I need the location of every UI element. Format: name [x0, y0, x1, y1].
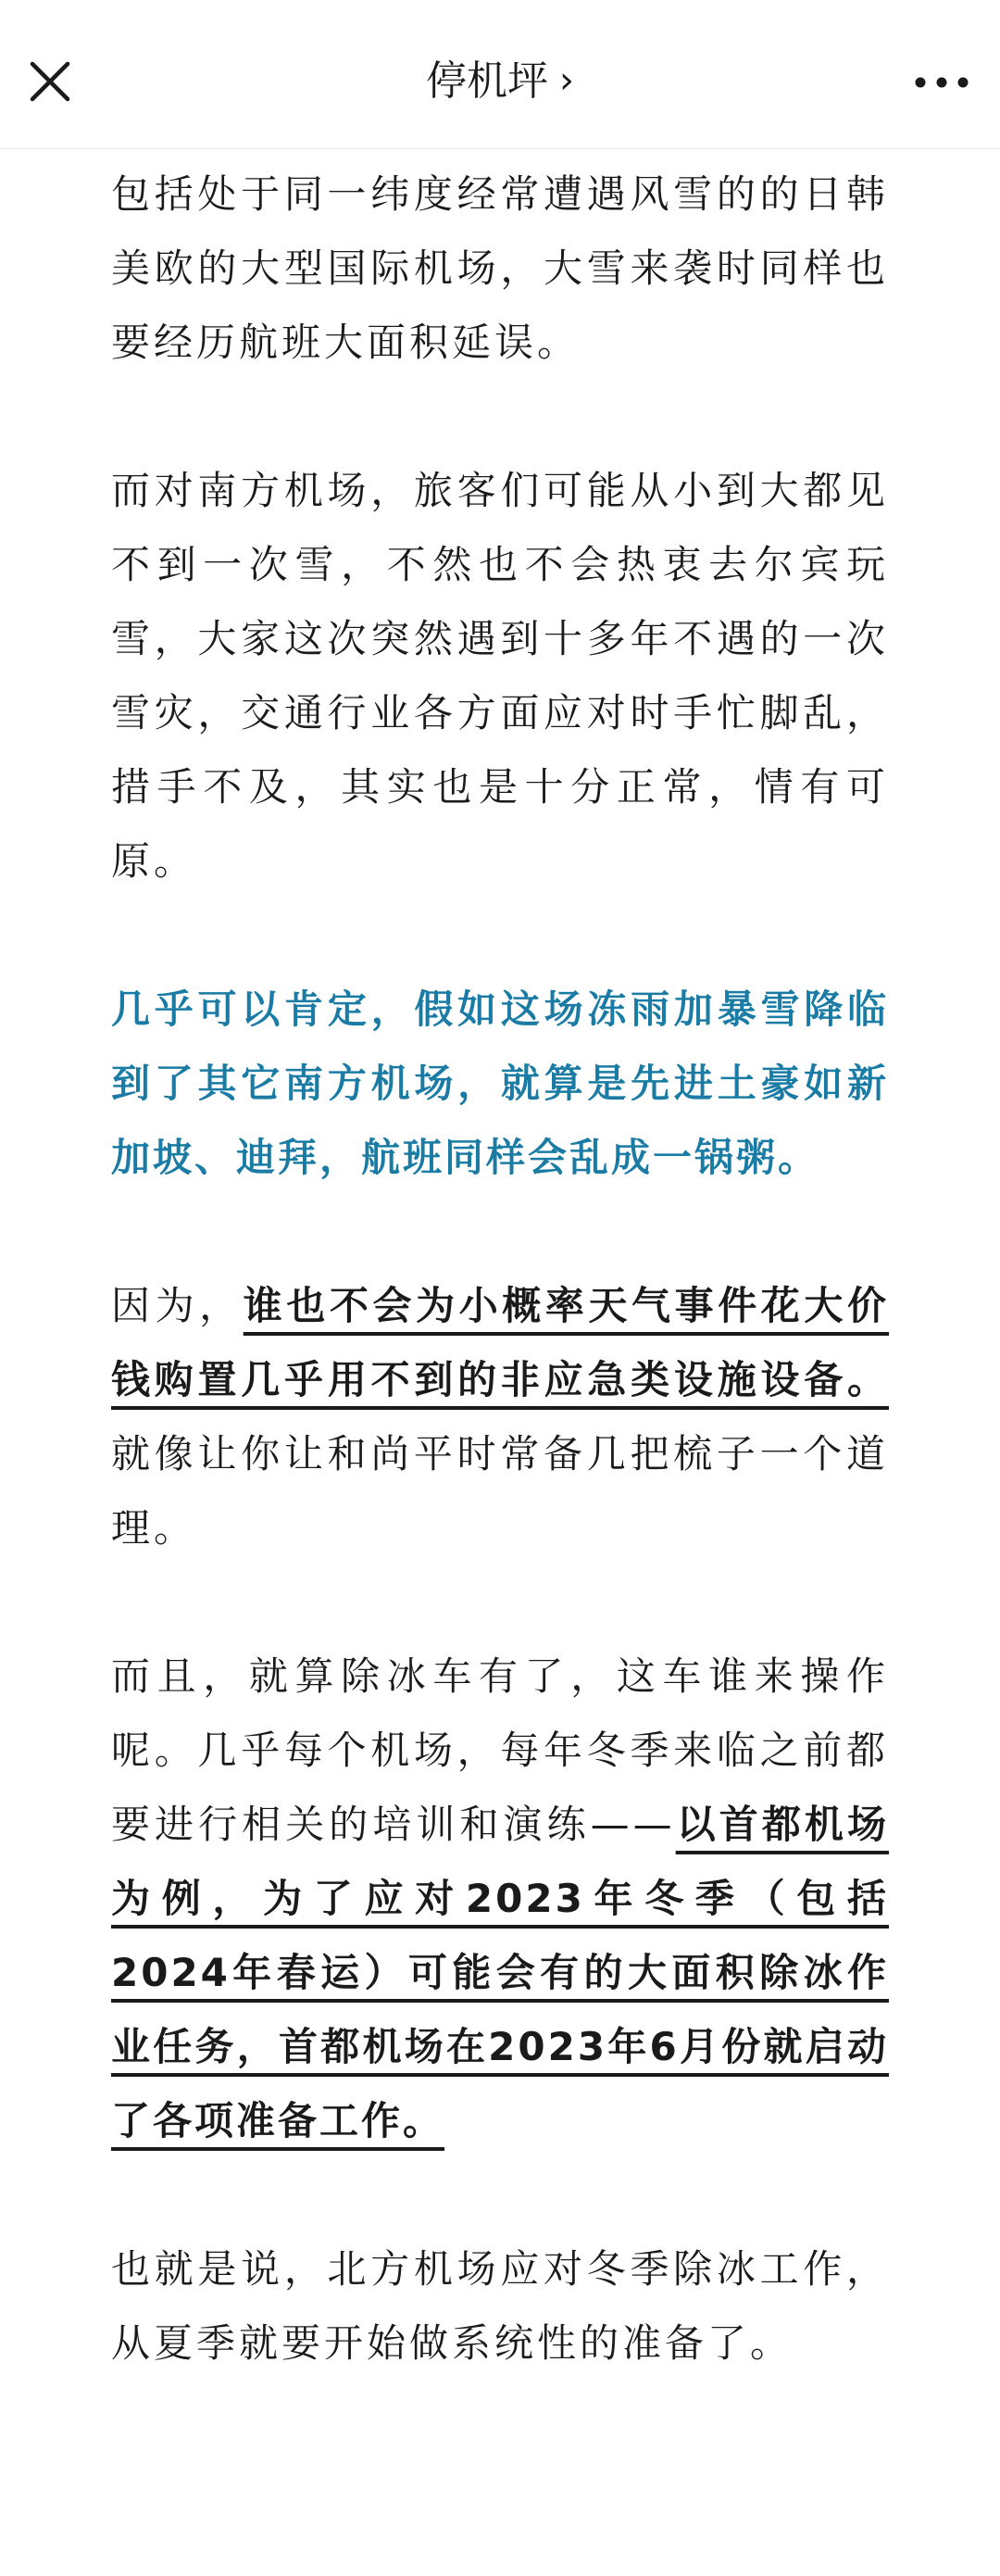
- article-body: [111, 157, 889, 2455]
- paragraph-6: 也就是说，北方机场应对冬季除冰工作，从夏季就要开始做系统性的准备了。: [111, 2246, 889, 2366]
- paragraph-5-lead: 而且，就算除冰车有了，这车谁来操作呢。几乎每个机场，每年冬季来临之前都要进行相关的培训和演练——: [111, 1653, 889, 1847]
- page-title: 停机坪: [426, 57, 548, 105]
- paragraph-2: 而对南方机场，旅客们可能从小到大都见不到一次雪，不然也不会热衷去尔宾玩雪，大家这次突然遇到十多年不遇的一次雪灾，交通行业各方面应对时手忙脚乱，措手不及，其实也是十分正常，情有可原。: [111, 468, 889, 884]
- paragraph-4: [111, 1269, 889, 1565]
- more-icon: [909, 59, 974, 106]
- paragraph-4-emphasis: 谁也不会为小概率天气事件花大价钱购置几乎用不到的非应急类设施设备。: [111, 1283, 889, 1402]
- paragraph-4-lead: 因为，: [111, 1283, 244, 1328]
- paragraph-3-highlight: 几乎可以肯定，假如这场冻雨加暴雪降临到了其它南方机场，就算是先进土豪如新加坡、迪拜，航班同样会乱成一锅粥。: [111, 986, 889, 1180]
- page-title-link[interactable]: [0, 54, 1000, 110]
- paragraph-1: 包括处于同一纬度经常遭遇风雪的的日韩美欧的大型国际机场，大雪来袭时同样也要经历航班大面积延误。: [111, 171, 889, 365]
- top-bar: [0, 0, 1000, 149]
- paragraph-5-emphasis: 以首都机场为例，为了应对2023年冬季（包括2024年春运）可能会有的大面积除冰作业任务，首都机场在2023年6月份就启动了各项准备工作。: [111, 1802, 889, 2143]
- more-button[interactable]: [909, 59, 974, 106]
- chevron-right-icon: ›: [559, 59, 574, 102]
- paragraph-5: [111, 1640, 889, 2158]
- paragraph-4-tail: 就像让你让和尚平时常备几把梳子一个道理。: [111, 1431, 889, 1551]
